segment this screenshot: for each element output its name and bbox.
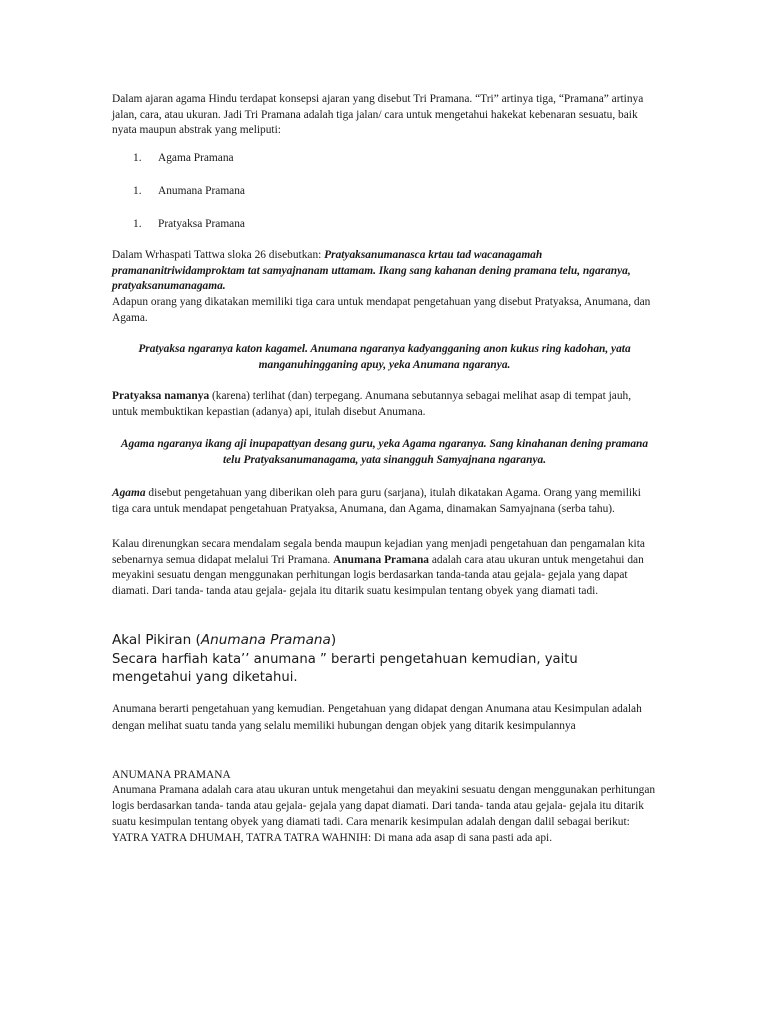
pratyaksa-term: Pratyaksa namanya (112, 390, 210, 402)
agama-paragraph (112, 486, 657, 517)
akal-tail: ) (330, 632, 337, 648)
pratyaksa-text: (karena) terlihat (dan) terpegang. Anumana sebutannya sebagai melihat asap di tempat jauh, untuk membuktikan kepastian (adanya) api, itulah disebut Anumana. (112, 390, 632, 418)
list-number: 1. (133, 152, 142, 164)
anumana-definition: Anumana berarti pengetahuan yang kemudian. Pengetahuan yang didapat dengan Anumana atau Kesimpulan adalah dengan melihat suatu tanda yang selalu memiliki hubungan dengan objek yang ditarik kesimpulannya (112, 703, 642, 732)
list-number: 1. (133, 218, 142, 230)
section-heading: ANUMANA PRAMANA (112, 769, 231, 781)
kalau-term: Anumana Pramana (333, 553, 430, 566)
kalau-lead: Kalau direnungkan secara mendalam segala benda maupun kejadian yang menjadi pengetahuan dan pengamalan kita sebenarnya semua didapat melalui Tri Pramana. (112, 538, 645, 566)
agama-term: Agama (112, 487, 146, 499)
kalau-paragraph (112, 537, 657, 599)
list-text: Agama Pramana (158, 152, 234, 164)
akal-pikiran-heading (112, 632, 657, 649)
wrhaspati-paragraph (112, 248, 657, 295)
intro-paragraph: Dalam ajaran agama Hindu terdapat konsepsi ajaran yang disebut Tri Pramana. “Tri” artinya tiga, “Pramana” artinya jalan, cara, atau ukuran. Jadi Tri Pramana adalah tiga jalan/ cara untuk mengetahui hakekat kebenaran sesuatu, baik nyata maupun abstrak yang meliputi: (112, 93, 644, 136)
wrhaspati-lead: Dalam Wrhaspati Tattwa sloka 26 disebutkan: (112, 249, 325, 261)
sloka-quote-pratyaksa: Pratyaksa ngaranya katon kagamel. Anumana ngaranya kadyangganing anon kukus ring kadohan, yata manganuhingganing apuy, yeka Anumana ngaranya. (138, 343, 631, 371)
wrhaspati-sloka: Pratyaksanumanasca krtau tad wacanagamah pramananitriwidamproktam tat samyajnanam uttamam. Ikang sang kahanan dening pramana telu, ngaranya, pratyaksanumanagama. (112, 249, 631, 292)
akal-term: Anumana Pramana (200, 632, 331, 648)
list-text: Anumana Pramana (158, 185, 245, 197)
pratyaksa-paragraph (112, 389, 657, 420)
agama-text: disebut pengetahuan yang diberikan oleh para guru (sarjana), itulah dikatakan Agama. Orang yang memiliki tiga cara untuk mendapat pengetahuan Pratyaksa, Anumana, dan Agama, dinamakan Samyajnana (serba tahu). (112, 487, 641, 515)
list-item (133, 217, 245, 233)
list-item (133, 184, 245, 200)
list-number: 1. (133, 185, 142, 197)
harfiah-paragraph: Secara harfiah kata’’ anumana ” berarti pengetahuan kemudian, yaitu mengetahui yang diketahui. (112, 652, 578, 685)
section-body: Anumana Pramana adalah cara atau ukuran untuk mengetahui dan meyakini sesuatu dengan menggunakan perhitungan logis berdasarkan tanda- tanda atau gejala- gejala yang dapat diamati. Dari tanda- tanda atau gejala- gejala itu ditarik suatu kesimpulan tentang obyek yang diamati tadi. Cara menarik kesimpulan adalah dengan dalil sebagai berikut: YATRA YATRA DHUMAH, TATRA TATRA WAHNIH: Di mana ada asap di sana pasti ada api. (112, 784, 656, 844)
sloka-quote-agama: Agama ngaranya ikang aji inupapattyan desang guru, yeka Agama ngaranya. Sang kinahanan dening pramana telu Pratyaksanumanagama, yata sinangguh Samyajnana ngaranya. (120, 438, 649, 466)
list-text: Pratyaksa Pramana (158, 218, 245, 230)
akal-lead: Akal Pikiran ( (112, 632, 201, 648)
list-item (133, 151, 234, 167)
kalau-text: adalah cara atau ukuran untuk mengetahui dan meyakini sesuatu dengan menggunakan perhitungan logis berdasarkan tanda-tanda atau gejala- gejala yang dapat diamati. Dari tanda- tanda atau gejala- gejala itu ditarik suatu kesimpulan tentang obyek yang diamati tadi. (112, 553, 644, 597)
adapun-paragraph: Adapun orang yang dikatakan memiliki tiga cara untuk mendapat pengetahuan yang disebut Pratyaksa, Anumana, dan Agama. (112, 296, 651, 324)
